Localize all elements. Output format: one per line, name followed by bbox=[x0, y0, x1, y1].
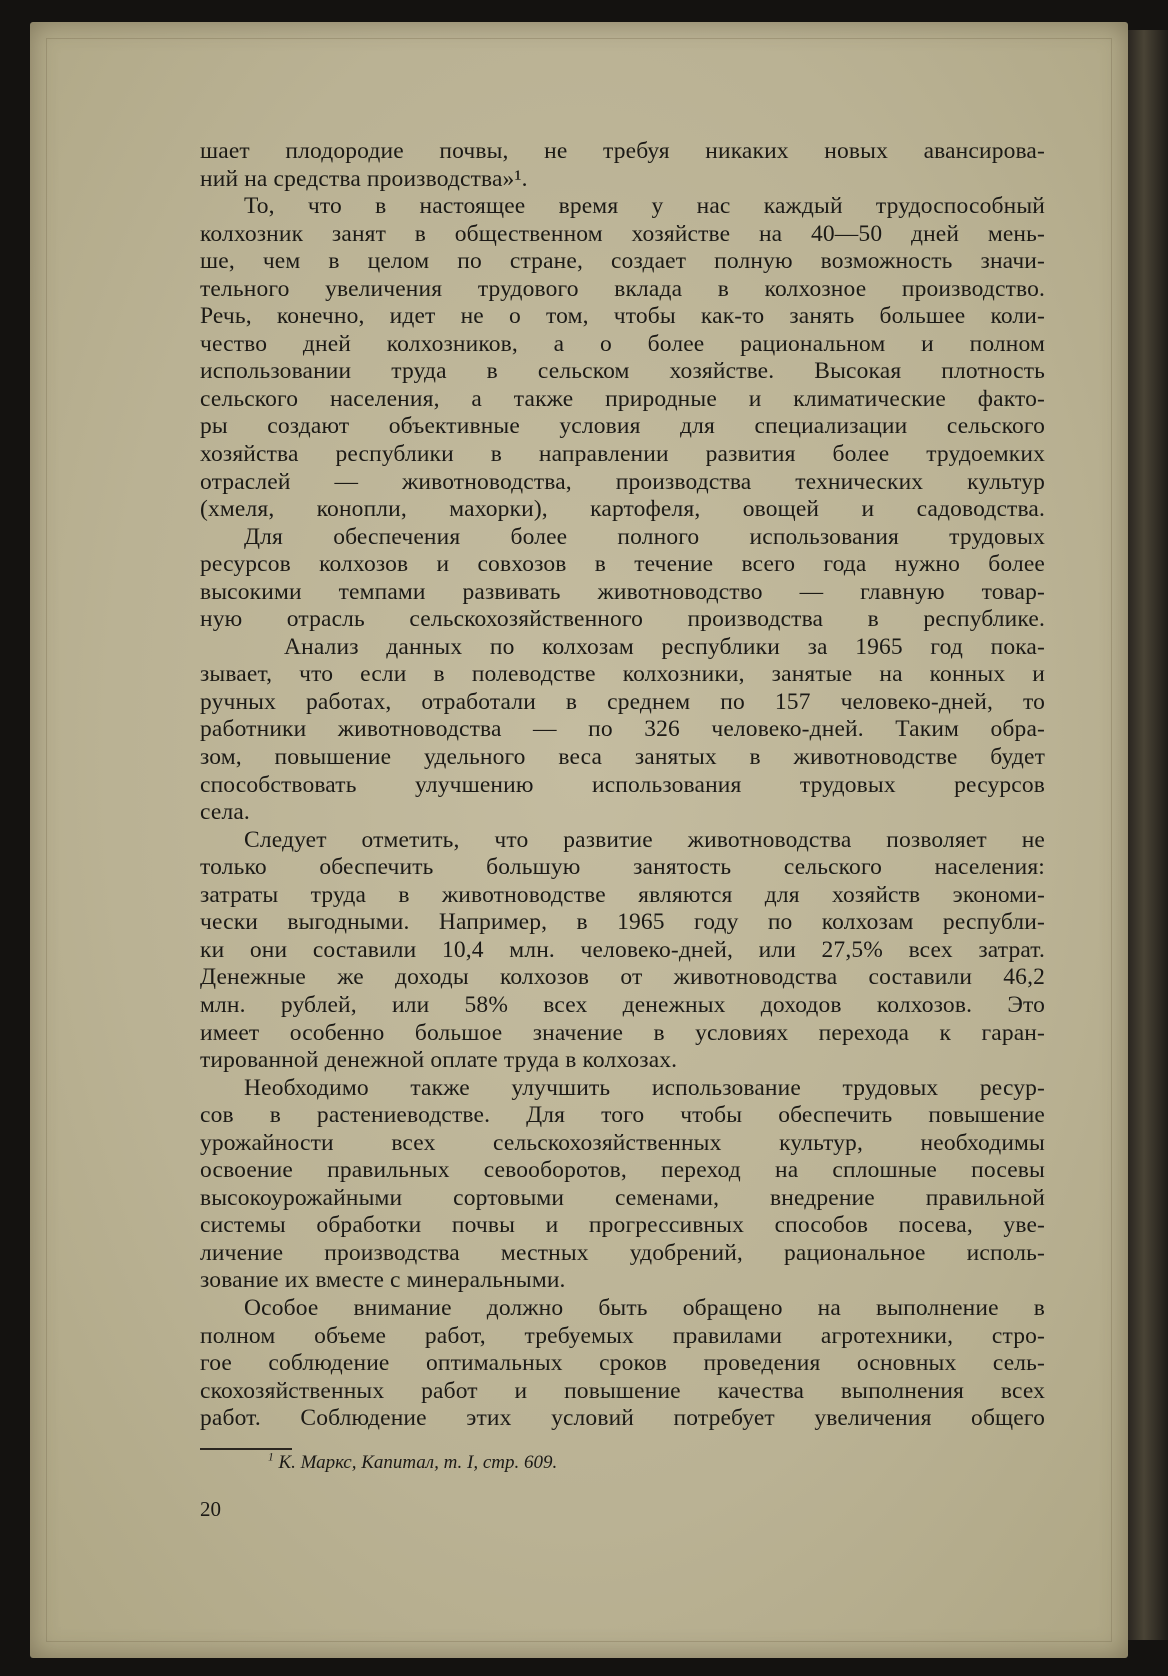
footnote-rule bbox=[200, 1448, 292, 1450]
text-line: ресурсов колхозов и совхозов в течение всего года нужно более bbox=[200, 551, 1045, 578]
body-text bbox=[200, 138, 1045, 1433]
text-line: Необходимо также улучшить использование трудовых ресур- bbox=[244, 1074, 1045, 1101]
footnote bbox=[268, 1452, 557, 1474]
text-line: имеет особенно большое значение в условиях перехода к гаран- bbox=[200, 1019, 1045, 1046]
text-line: Денежные же доходы колхозов от животноводства составили 46,2 bbox=[200, 964, 1045, 991]
text-line: ше, чем в целом по стране, создает полную возможность значи- bbox=[200, 248, 1045, 275]
text-line: ручных работах, отработали в среднем по 157 человеко-дней, то bbox=[200, 688, 1045, 715]
text-line: высокими темпами развивать животноводство — главную товар- bbox=[200, 578, 1045, 605]
text-line: системы обработки почвы и прогрессивных способов посева, уве- bbox=[200, 1212, 1045, 1239]
text-line: Для обеспечения более полного использования трудовых bbox=[244, 523, 1045, 550]
page-number: 20 bbox=[200, 1497, 221, 1521]
text-line: скохозяйственных работ и повышение качества выполнения всех bbox=[200, 1377, 1045, 1404]
text-line: шает плодородие почвы, не требуя никаких новых авансирова- bbox=[200, 138, 1045, 164]
text-line: освоение правильных севооборотов, переход на сплошные посевы bbox=[200, 1157, 1045, 1184]
text-line: села. bbox=[200, 799, 250, 826]
text-line: только обеспечить большую занятость сельского населения: bbox=[200, 854, 1045, 881]
book-spine bbox=[1128, 30, 1168, 1640]
text-line: сельского населения, а также природные и климатические факто- bbox=[200, 385, 1045, 412]
text-line: использовании труда в сельском хозяйстве. Высокая плотность bbox=[200, 358, 1045, 385]
text-line: Следует отметить, что развитие животноводства позволяет не bbox=[244, 826, 1045, 853]
text-line: работники животноводства — по 326 человеко-дней. Таким обра- bbox=[200, 716, 1045, 743]
text-line: зование их вместе с минеральными. bbox=[200, 1267, 566, 1294]
text-line: колхозник занят в общественном хозяйстве на 40—50 дней мень- bbox=[200, 220, 1045, 247]
text-line: урожайности всех сельскохозяйственных культур, необходимы bbox=[200, 1129, 1045, 1156]
text-line: затраты труда в животноводстве являются для хозяйств экономи- bbox=[200, 881, 1045, 908]
text-line: высокоурожайными сортовыми семенами, внедрение правильной bbox=[200, 1184, 1045, 1211]
text-line: зывает, что если в полеводстве колхозники, занятые на конных и bbox=[200, 661, 1045, 688]
text-line: ний на средства производства»¹. bbox=[200, 165, 528, 192]
text-line: отраслей — животноводства, производства технических культур bbox=[200, 468, 1045, 495]
text-line: То, что в настоящее время у нас каждый трудоспособный bbox=[244, 193, 1045, 220]
text-line: работ. Соблюдение этих условий потребует увеличения общего bbox=[200, 1405, 1045, 1432]
text-line: способствовать улучшению использования трудовых ресурсов bbox=[200, 771, 1045, 798]
text-line: ки они составили 10,4 млн. человеко-дней, или 27,5% всех затрат. bbox=[200, 936, 1045, 963]
text-line: гое соблюдение оптимальных сроков проведения основных сель- bbox=[200, 1350, 1045, 1377]
text-line: тельного увеличения трудового вклада в колхозное производство. bbox=[200, 275, 1045, 302]
text-line: млн. рублей, или 58% всех денежных доходов колхозов. Это bbox=[200, 991, 1045, 1018]
text-line: сов в растениеводстве. Для того чтобы обеспечить повышение bbox=[200, 1102, 1045, 1129]
footnote-text: К. Маркс, Капитал, т. I, стр. 609. bbox=[278, 1452, 558, 1473]
text-line: ры создают объективные условия для специализации сельского bbox=[200, 413, 1045, 440]
text-line: ную отрасль сельскохозяйственного производства в республике. bbox=[200, 606, 1045, 633]
text-line: Особое внимание должно быть обращено на выполнение в bbox=[244, 1294, 1045, 1321]
text-line: хозяйства республики в направлении развития более трудоемких bbox=[200, 441, 1045, 468]
text-line: чество дней колхозников, а о более рациональном и полном bbox=[200, 330, 1045, 357]
text-line: зом, повышение удельного веса занятых в животноводстве будет bbox=[200, 744, 1045, 771]
text-line: личение производства местных удобрений, рациональное исполь- bbox=[200, 1239, 1045, 1266]
text-line: (хмеля, конопли, махорки), картофеля, овощей и садоводства. bbox=[200, 496, 1045, 523]
text-line: тированной денежной оплате труда в колхозах. bbox=[200, 1047, 678, 1074]
text-line: Речь, конечно, идет не о том, чтобы как-то занять большее коли- bbox=[200, 303, 1045, 330]
text-line: чески выгодными. Например, в 1965 году по колхозам республи- bbox=[200, 909, 1045, 936]
text-line: полном объеме работ, требуемых правилами агротехники, стро- bbox=[200, 1322, 1045, 1349]
footnote-marker: 1 bbox=[268, 1451, 274, 1464]
text-line: Анализ данных по колхозам республики за 1965 год пока- bbox=[284, 633, 1045, 660]
